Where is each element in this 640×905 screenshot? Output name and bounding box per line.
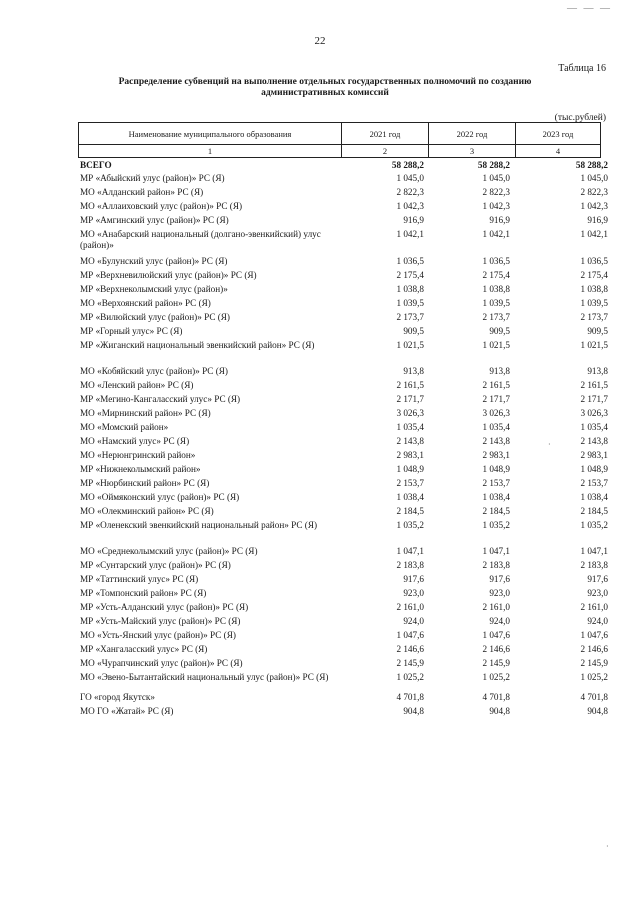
value-2023: 2 183,8 [580, 560, 608, 570]
header-year-2023: 2023 год [516, 123, 601, 145]
value-2021: 1 035,2 [396, 520, 424, 530]
municipality-name: МР «Вилюйский улус (район)» РС (Я) [80, 312, 230, 322]
value-2022: 1 039,5 [482, 298, 510, 308]
municipality-name: МР «Мегино-Кангаласский улус» РС (Я) [80, 394, 241, 404]
value-2021: 1 047,1 [396, 546, 424, 556]
value-2023: 923,0 [587, 588, 608, 598]
value-2021: 924,0 [403, 616, 424, 626]
value-2023: 1 025,2 [580, 672, 608, 682]
value-2021: 909,5 [403, 326, 424, 336]
municipality-name: МР «Томпонский район» РС (Я) [80, 588, 207, 598]
value-2021: 1 021,5 [396, 340, 424, 350]
value-2022: 1 035,4 [482, 422, 510, 432]
header-year-2022: 2022 год [429, 123, 516, 145]
header-year-2021: 2021 год [342, 123, 429, 145]
value-2022: 2 145,9 [482, 658, 510, 668]
value-2022: 2 143,8 [482, 436, 510, 446]
municipality-name: МО «Булунский улус (район)» РС (Я) [80, 256, 228, 266]
header-col-number: 3 [429, 145, 516, 158]
value-2022: 1 038,4 [482, 492, 510, 502]
value-2022: 1 025,2 [482, 672, 510, 682]
value-2021: 4 701,8 [396, 692, 424, 702]
municipality-name: МР «Жиганский национальный эвенкийский район» РС (Я) [80, 340, 315, 350]
value-2021: 2 161,0 [396, 602, 424, 612]
value-2023: 2 822,3 [580, 187, 608, 197]
value-2022: 2 173,7 [482, 312, 510, 322]
value-2023: 1 047,1 [580, 546, 608, 556]
value-2022: 913,8 [489, 366, 510, 376]
value-2023: 1 036,5 [580, 256, 608, 266]
municipality-name: МР «Усть-Алданский улус (район)» РС (Я) [80, 602, 249, 612]
value-2022: 4 701,8 [482, 692, 510, 702]
value-2021: 3 026,3 [396, 408, 424, 418]
municipality-name: МО «Мирнинский район» РС (Я) [80, 408, 211, 418]
municipality-name: МО «Нерюнгринский район» [80, 450, 196, 460]
value-2023: 1 035,4 [580, 422, 608, 432]
value-2023: 1 047,6 [580, 630, 608, 640]
municipality-name: МР «Амгинский улус (район)» РС (Я) [80, 215, 229, 225]
value-2022: 1 047,1 [482, 546, 510, 556]
value-2022: 916,9 [489, 215, 510, 225]
value-2022: 3 026,3 [482, 408, 510, 418]
value-2021: 2 146,6 [396, 644, 424, 654]
municipality-name: МО «Ленский район» РС (Я) [80, 380, 194, 390]
header-col-number: 4 [516, 145, 601, 158]
municipality-name: МР «Сунтарский улус (район)» РС (Я) [80, 560, 231, 570]
value-2021: 2 145,9 [396, 658, 424, 668]
value-2023: 2 143,8 [580, 436, 608, 446]
municipality-name: МР «Хангаласский улус» РС (Я) [80, 644, 208, 654]
value-2021: 1 042,3 [396, 201, 424, 211]
value-2022: 1 038,8 [482, 284, 510, 294]
value-2021: 2 183,8 [396, 560, 424, 570]
value-2023: 2 175,4 [580, 270, 608, 280]
table-label: Таблица 16 [558, 63, 606, 74]
value-2023: 1 038,4 [580, 492, 608, 502]
value-2023: 2 184,5 [580, 506, 608, 516]
value-2022: 2 171,7 [482, 394, 510, 404]
municipality-name: МР «Нюрбинский район» РС (Я) [80, 478, 210, 488]
value-2023: 3 026,3 [580, 408, 608, 418]
value-2021: 1 036,5 [396, 256, 424, 266]
municipality-name: МО «Момский район» [80, 422, 169, 432]
value-2022: 917,6 [489, 574, 510, 584]
page-number: 22 [314, 35, 326, 47]
value-2023: 916,9 [587, 215, 608, 225]
municipality-name: МО «Чурапчинский улус (район)» РС (Я) [80, 658, 243, 668]
value-2023: 2 145,9 [580, 658, 608, 668]
value-2021: 913,8 [403, 366, 424, 376]
header-col-number: 2 [342, 145, 429, 158]
value-2022: 909,5 [489, 326, 510, 336]
municipality-name: МО «Аллаиховский улус (район)» РС (Я) [80, 201, 243, 211]
municipality-name: ГО «город Якутск» [80, 692, 155, 702]
value-2023: 904,8 [587, 706, 608, 716]
value-2023: 913,8 [587, 366, 608, 376]
scan-mark: — — — [567, 3, 612, 14]
value-2023: 2 153,7 [580, 478, 608, 488]
value-2022: 2 161,5 [482, 380, 510, 390]
value-2022: 923,0 [489, 588, 510, 598]
header-col-number: 1 [79, 145, 342, 158]
value-2021: 917,6 [403, 574, 424, 584]
value-2023: 909,5 [587, 326, 608, 336]
value-2022: 1 048,9 [482, 464, 510, 474]
value-2021: 904,8 [403, 706, 424, 716]
document-title: Распределение субвенций на выполнение отдельных государственных полномочий по созданию административных комиссий [118, 77, 532, 98]
value-2022: 1 035,2 [482, 520, 510, 530]
municipality-name: МО «Кобяйский улус (район)» РС (Я) [80, 366, 228, 376]
value-2022: 2 161,0 [482, 602, 510, 612]
value-2022: 924,0 [489, 616, 510, 626]
value-2021: 2 175,4 [396, 270, 424, 280]
value-2021: 1 038,8 [396, 284, 424, 294]
municipality-name: МР «Верхневилюйский улус (район)» РС (Я) [80, 270, 257, 280]
value-2023: 1 042,1 [580, 229, 608, 239]
municipality-name: МО ГО «Жатай» РС (Я) [80, 706, 174, 716]
value-2023: 1 045,0 [580, 173, 608, 183]
value-2023: 2 983,1 [580, 450, 608, 460]
municipality-name: МР «Оленекский эвенкийский национальный район» РС (Я) [80, 520, 318, 530]
municipality-name: МР «Усть-Майский улус (район)» РС (Я) [80, 616, 241, 626]
value-2022: 1 047,6 [482, 630, 510, 640]
value-2021: 2 143,8 [396, 436, 424, 446]
value-2021: 1 025,2 [396, 672, 424, 682]
municipality-name: МР «Горный улус» РС (Я) [80, 326, 183, 336]
value-2022: 904,8 [489, 706, 510, 716]
value-2023: 1 038,8 [580, 284, 608, 294]
scan-speck: · [606, 842, 609, 851]
value-2021: 1 039,5 [396, 298, 424, 308]
value-2021: 1 042,1 [396, 229, 424, 239]
value-2023: 1 042,3 [580, 201, 608, 211]
municipality-name: МР «Верхнеколымский улус (район)» [80, 284, 228, 294]
value-2023: 917,6 [587, 574, 608, 584]
municipality-name: МО «Эвено-Бытантайский национальный улус (район)» РС (Я) [80, 672, 329, 682]
value-2021: 2 161,5 [396, 380, 424, 390]
municipality-name: МО «Алданский район» РС (Я) [80, 187, 204, 197]
value-2021: 2 184,5 [396, 506, 424, 516]
header-name-column: Наименование муниципального образования [79, 123, 342, 145]
value-2023: 2 161,0 [580, 602, 608, 612]
scan-speck: · [548, 440, 551, 449]
municipality-name: МО «Намский улус» РС (Я) [80, 436, 190, 446]
unit-label: (тыс.рублей) [554, 113, 606, 123]
value-2021: 1 035,4 [396, 422, 424, 432]
municipality-name: ВСЕГО [80, 160, 112, 170]
value-2022: 2 183,8 [482, 560, 510, 570]
value-2022: 1 042,1 [482, 229, 510, 239]
value-2021: 1 038,4 [396, 492, 424, 502]
value-2022: 2 822,3 [482, 187, 510, 197]
value-2021: 2 173,7 [396, 312, 424, 322]
municipality-name: МО «Оймяконский улус (район)» РС (Я) [80, 492, 240, 502]
value-2023: 2 173,7 [580, 312, 608, 322]
value-2021: 58 288,2 [391, 160, 424, 170]
municipality-name: МО «Анабарский национальный (долгано-эвенкийский) улус (район)» [80, 229, 321, 250]
value-2021: 2 822,3 [396, 187, 424, 197]
value-2022: 1 045,0 [482, 173, 510, 183]
value-2022: 1 042,3 [482, 201, 510, 211]
value-2021: 1 047,6 [396, 630, 424, 640]
value-2023: 924,0 [587, 616, 608, 626]
value-2022: 2 184,5 [482, 506, 510, 516]
value-2021: 916,9 [403, 215, 424, 225]
municipality-name: МО «Среднеколымский улус (район)» РС (Я) [80, 546, 258, 556]
table-header [78, 122, 601, 158]
value-2022: 2 153,7 [482, 478, 510, 488]
value-2022: 58 288,2 [477, 160, 510, 170]
value-2022: 2 983,1 [482, 450, 510, 460]
value-2023: 4 701,8 [580, 692, 608, 702]
value-2023: 2 171,7 [580, 394, 608, 404]
value-2021: 1 045,0 [396, 173, 424, 183]
value-2023: 1 039,5 [580, 298, 608, 308]
municipality-name: МР «Абыйский улус (район)» РС (Я) [80, 173, 225, 183]
municipality-name: МР «Таттинский улус» РС (Я) [80, 574, 199, 584]
value-2022: 1 036,5 [482, 256, 510, 266]
value-2023: 58 288,2 [575, 160, 608, 170]
value-2022: 2 175,4 [482, 270, 510, 280]
value-2023: 1 021,5 [580, 340, 608, 350]
municipality-name: МО «Усть-Янский улус (район)» РС (Я) [80, 630, 236, 640]
value-2022: 1 021,5 [482, 340, 510, 350]
value-2023: 2 161,5 [580, 380, 608, 390]
value-2023: 1 048,9 [580, 464, 608, 474]
municipality-name: МО «Олекминский район» РС (Я) [80, 506, 214, 516]
value-2023: 2 146,6 [580, 644, 608, 654]
municipality-name: МР «Нижнеколымский район» [80, 464, 201, 474]
value-2022: 2 146,6 [482, 644, 510, 654]
value-2021: 2 983,1 [396, 450, 424, 460]
value-2021: 2 171,7 [396, 394, 424, 404]
value-2021: 923,0 [403, 588, 424, 598]
value-2021: 2 153,7 [396, 478, 424, 488]
value-2021: 1 048,9 [396, 464, 424, 474]
municipality-name: МО «Верхоянский район» РС (Я) [80, 298, 211, 308]
value-2023: 1 035,2 [580, 520, 608, 530]
